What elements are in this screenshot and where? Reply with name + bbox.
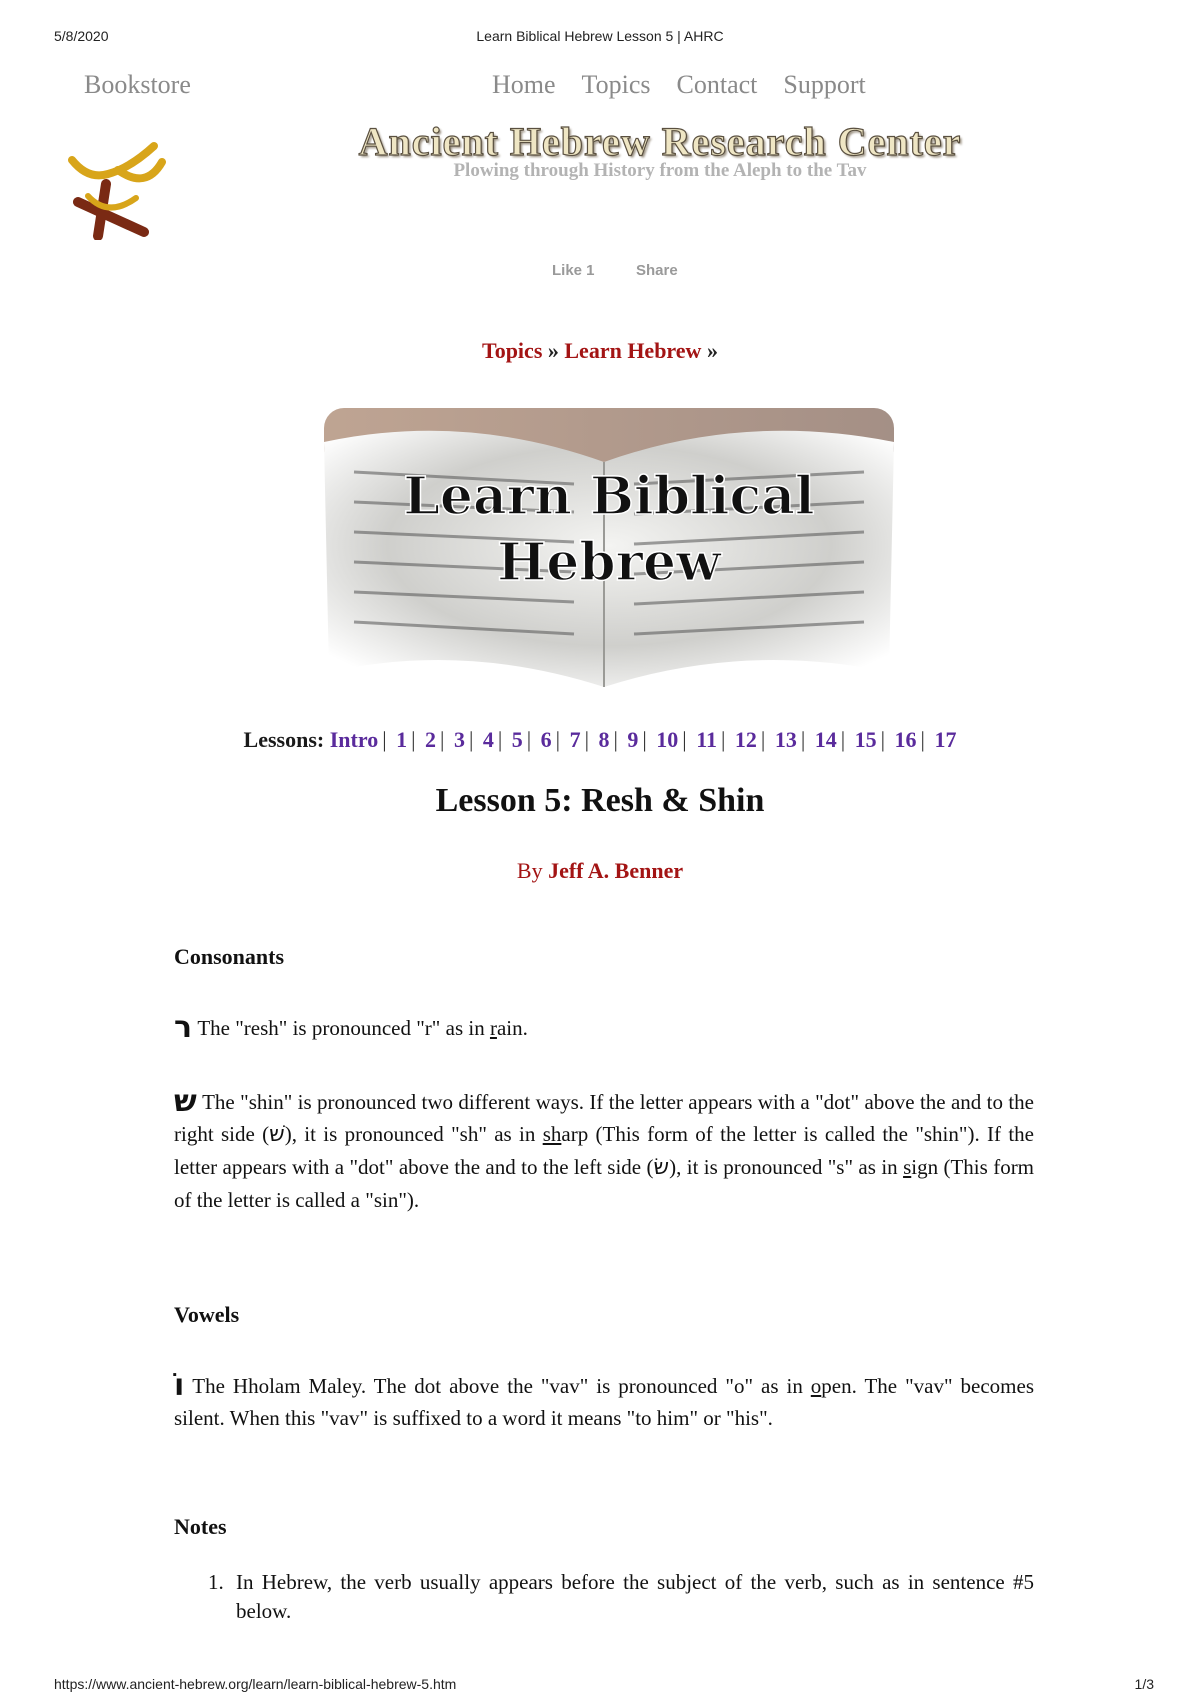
resh-text-b: ain. — [496, 1016, 528, 1040]
nav-support[interactable]: Support — [783, 70, 866, 99]
vav-letter: וֹ — [174, 1368, 185, 1403]
author-link[interactable]: Jeff A. Benner — [548, 858, 684, 883]
main-nav — [492, 70, 866, 100]
nav-contact[interactable]: Contact — [676, 70, 758, 99]
lesson-link-10[interactable]: 10 — [656, 727, 679, 752]
shin-paragraph — [174, 1086, 1034, 1216]
site-tagline: Plowing through History from the Aleph to the Tav — [453, 160, 867, 181]
resh-underline: r — [489, 1016, 497, 1040]
breadcrumb — [0, 338, 1200, 364]
print-date: 5/8/2020 — [54, 28, 109, 44]
lesson-link-8[interactable]: 8 — [598, 727, 610, 752]
notes-heading: Notes — [174, 1514, 227, 1539]
shin-text-a: The "shin" is pronounced two different ways. If the letter appears with a "dot" above the and to the right side ( — [174, 1090, 1034, 1146]
print-url: https://www.ancient-hebrew.org/learn/learn-biblical-hebrew-5.htm — [54, 1676, 457, 1692]
breadcrumb-separator: » — [706, 338, 718, 363]
hero-title-line2: Hebrew — [497, 532, 721, 593]
like-button[interactable]: Like 1 — [552, 262, 595, 279]
nav-home[interactable]: Home — [492, 70, 556, 99]
lesson-link-17[interactable]: 17 — [934, 727, 957, 752]
nav-bookstore[interactable]: Bookstore — [84, 70, 191, 99]
consonants-heading: Consonants — [174, 944, 285, 969]
sin-dot-letter: שׂ — [653, 1155, 670, 1180]
lesson-title: Lesson 5: Resh & Shin — [435, 782, 765, 819]
shin-underline: sh — [542, 1122, 562, 1146]
vowels-heading: Vowels — [174, 1302, 240, 1327]
lesson-link-1[interactable]: 1 — [396, 727, 408, 752]
print-title: Learn Biblical Hebrew Lesson 5 | AHRC — [476, 28, 724, 44]
lesson-link-9[interactable]: 9 — [627, 727, 639, 752]
hero-banner — [314, 402, 904, 692]
vowel-underline: o — [810, 1374, 822, 1398]
resh-text-a: The "resh" is pronounced "r" as in — [197, 1016, 490, 1040]
lesson-link-5[interactable]: 5 — [511, 727, 523, 752]
lessons-nav: Lessons: Intro | 1 | 2 | 3 | 4 | 5 | 6 | 7 | 8 | 9 | 10 | 11 | 12 | 13 | 14 | 15 | 16 | 17 — [243, 727, 957, 752]
lesson-link-14[interactable]: 14 — [814, 727, 837, 752]
lesson-link-4[interactable]: 4 — [482, 727, 494, 752]
breadcrumb-topics[interactable]: Topics — [482, 338, 543, 363]
lesson-link-12[interactable]: 12 — [734, 727, 757, 752]
resh-letter: ר — [174, 1010, 193, 1045]
shin-text-b: ), it is pronounced "sh" as in — [284, 1122, 543, 1146]
vowel-paragraph — [174, 1370, 1034, 1434]
lesson-link-11[interactable]: 11 — [696, 727, 717, 752]
resh-paragraph — [174, 1012, 1034, 1044]
lesson-link-15[interactable]: 15 — [854, 727, 877, 752]
lesson-link-16[interactable]: 16 — [894, 727, 917, 752]
shin-text-e: ign (This form of the letter is called a "sin"). — [174, 1155, 1035, 1212]
vowel-text-a: The Hholam Maley. The dot above the "vav" is pronounced "o" as in — [192, 1374, 811, 1398]
lesson-link-2[interactable]: 2 — [425, 727, 437, 752]
site-title[interactable]: Ancient Hebrew Research Center — [358, 119, 962, 164]
note-number: 1. — [208, 1570, 224, 1594]
breadcrumb-learn-hebrew[interactable]: Learn Hebrew — [564, 338, 702, 363]
byline-by: By — [516, 858, 543, 883]
print-page-number: 1/3 — [1134, 1676, 1154, 1692]
shin-letter: ש — [174, 1084, 197, 1119]
share-button[interactable]: Share — [636, 262, 678, 279]
lessons-label: Lessons: — [243, 727, 325, 752]
lesson-link-intro[interactable]: Intro — [329, 727, 379, 752]
lesson-link-3[interactable]: 3 — [453, 727, 465, 752]
lesson-link-13[interactable]: 13 — [774, 727, 797, 752]
note-item: In Hebrew, the verb usually appears before the subject of the verb, such as in sentence #5 below. — [236, 1570, 1034, 1623]
lesson-link-6[interactable]: 6 — [540, 727, 552, 752]
vowel-text-b: pen. The "vav" becomes silent. When this "vav" is suffixed to a word it means "to him" or "his". — [174, 1374, 1034, 1430]
shin-text-d: ), it is pronounced "s" as in — [669, 1155, 904, 1179]
shin-dot-letter: שׁ — [269, 1122, 285, 1147]
hero-title-line1: Learn Biblical — [403, 466, 815, 527]
lesson-link-7[interactable]: 7 — [569, 727, 581, 752]
breadcrumb-separator: » — [547, 338, 559, 363]
sin-underline: s — [903, 1155, 912, 1179]
shin-text-c: arp (This form of the letter is called the "shin"). If the letter appears with a "dot" above the and to the left side ( — [174, 1122, 1034, 1179]
byline — [0, 858, 1200, 884]
nav-topics[interactable]: Topics — [581, 70, 651, 99]
